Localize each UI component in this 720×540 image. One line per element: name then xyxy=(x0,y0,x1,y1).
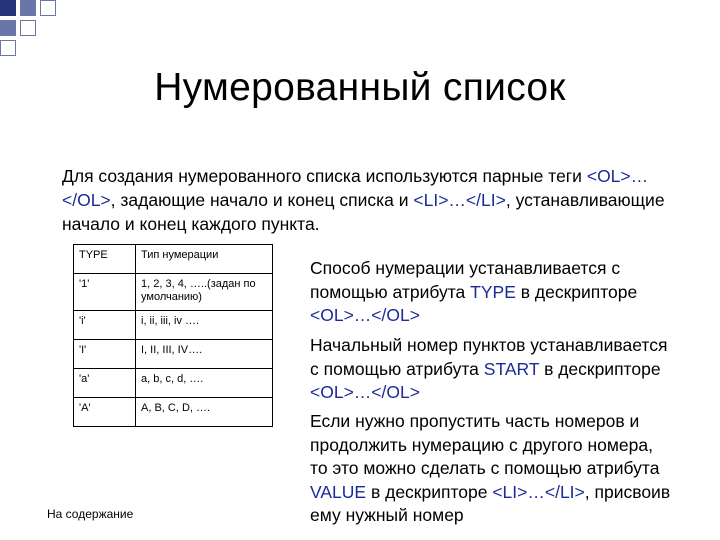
value-note xyxy=(310,410,675,528)
corner-square xyxy=(0,0,16,16)
tag-keyword: <LI>…</LI> xyxy=(492,481,585,502)
corner-square xyxy=(0,20,16,36)
table-row xyxy=(74,311,273,340)
intro-part3: , xyxy=(505,190,511,210)
attr-keyword: TYPE xyxy=(470,281,516,302)
row-kind: A, B, C, D, …. xyxy=(136,398,273,427)
note-text: Если нужно пропустить часть номеров и продолжить нумерацию с другого номера, то это можно сделать с помощью атрибута xyxy=(310,411,660,478)
start-note xyxy=(310,334,675,405)
numbering-types-table xyxy=(73,244,273,427)
note-text: , присвоив ему нужный номер xyxy=(310,481,671,525)
note-text: в дескрипторе xyxy=(539,358,661,379)
attr-keyword: START xyxy=(483,358,540,379)
row-kind: a, b, c, d, …. xyxy=(136,369,273,398)
table-row xyxy=(74,340,273,369)
tag-keyword: <OL>…</OL> xyxy=(310,382,420,402)
table-row xyxy=(74,398,273,427)
corner-square xyxy=(20,0,36,16)
intro-text xyxy=(62,164,672,236)
corner-square xyxy=(0,40,16,56)
table-row xyxy=(74,274,273,311)
tag-keyword: <OL>…</OL> xyxy=(310,305,420,325)
corner-square xyxy=(40,0,56,16)
li-tag: <LI>…</LI> xyxy=(413,190,506,210)
note-text: в дескрипторе xyxy=(515,281,638,302)
note-text: Начальный номер пунктов устанавливается с помощью атрибута xyxy=(310,335,668,379)
header-type: TYPE xyxy=(74,245,136,274)
row-type: 'A' xyxy=(74,398,136,427)
header-kind: Тип нумерации xyxy=(136,245,273,274)
intro-part2: , задающие начало и конец списка и xyxy=(110,190,414,210)
row-type: 'a' xyxy=(74,369,136,398)
note-text: Способ нумерации устанавливается с помощью атрибута xyxy=(310,258,621,302)
intro-part4: устанавливающие начало и конец каждого пункта. xyxy=(62,190,665,234)
row-type: '1' xyxy=(74,274,136,311)
ol-tag: <OL>…</OL> xyxy=(62,166,649,210)
table-row xyxy=(74,369,273,398)
contents-link[interactable]: На содержание xyxy=(47,507,134,521)
row-type: 'i' xyxy=(74,311,136,340)
row-kind: 1, 2, 3, 4, …..(задан по умолчанию) xyxy=(136,274,273,311)
intro-part1: Для создания нумерованного списка используются парные теги xyxy=(62,166,582,186)
row-kind: I, II, III, IV…. xyxy=(136,340,273,369)
table-header-row xyxy=(74,245,273,274)
attr-keyword: VALUE xyxy=(310,481,367,502)
corner-square xyxy=(20,20,36,36)
row-type: 'I' xyxy=(74,340,136,369)
note-text: в дескрипторе xyxy=(366,481,493,502)
row-kind: i, ii, iii, iv …. xyxy=(136,311,273,340)
slide-title: Нумерованный список xyxy=(154,66,566,109)
type-note xyxy=(310,257,675,328)
